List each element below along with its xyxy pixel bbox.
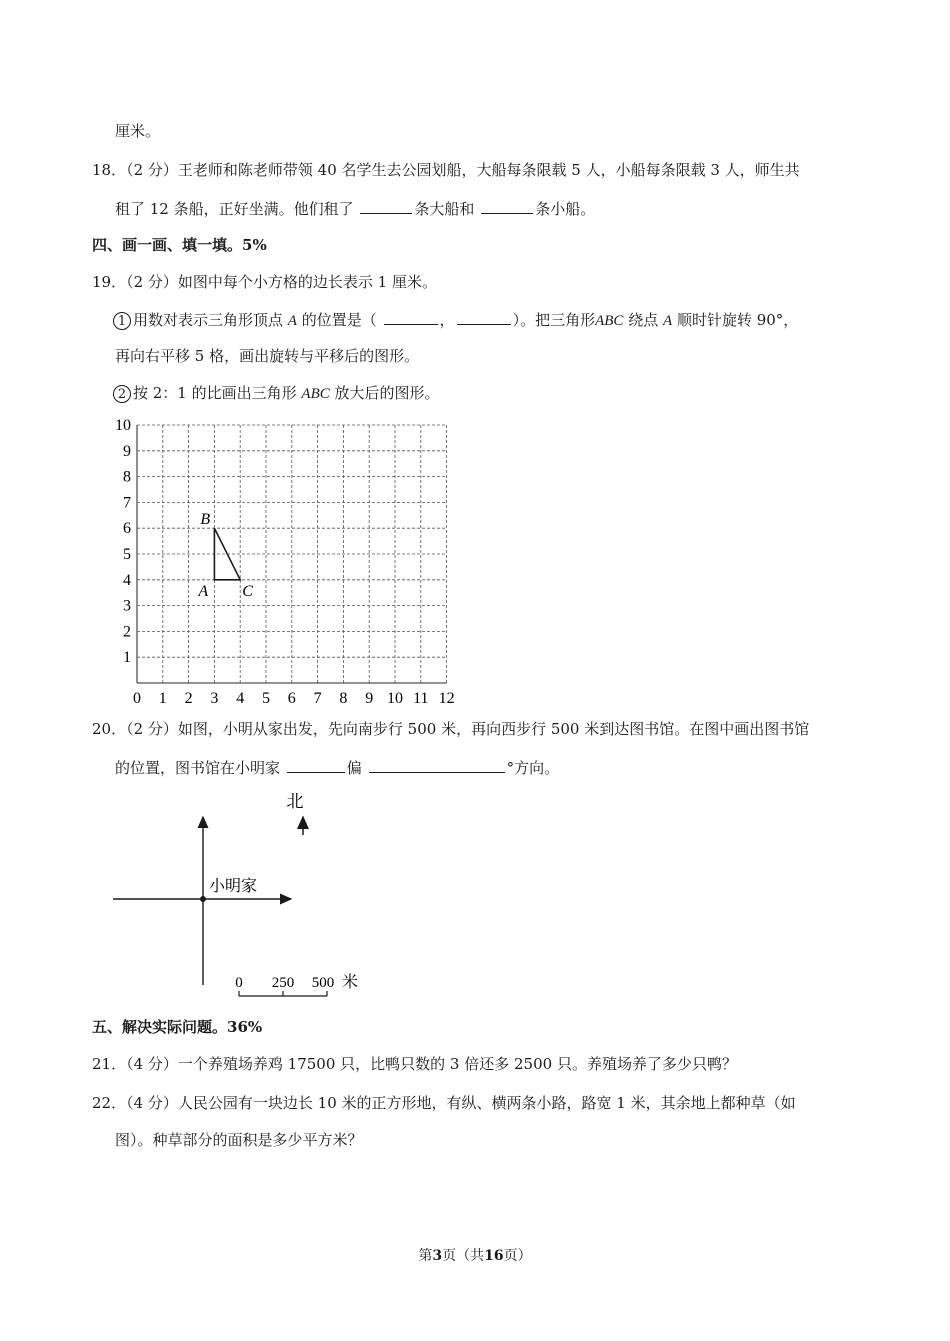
q18-text-c: 条小船。	[535, 200, 596, 218]
x-tick-label: 1	[158, 690, 167, 707]
y-tick-label: 2	[123, 623, 131, 641]
q19-p1-text-d: 绕点	[628, 311, 659, 329]
x-tick-label: 9	[365, 690, 374, 707]
q18-line2	[115, 198, 595, 219]
scale-label-0: 0	[235, 975, 243, 991]
y-tick-label: 10	[115, 417, 131, 434]
q18-line1: 18．（2 分）王老师和陈老师带领 40 名学生去公园划船，大船每条限载 5 人，小船每条限载 3 人，师生共	[92, 161, 800, 179]
footer-text-b: 页（共	[442, 1248, 485, 1264]
q20-blank-angle[interactable]	[369, 757, 505, 773]
q18-text-a: 租了 12 条船，正好坐满。他们租了	[115, 200, 354, 218]
q19-p1-text-c: ）。把三角形	[512, 311, 596, 329]
q20-line2	[115, 757, 559, 778]
x-tick-label: 10	[387, 690, 403, 707]
q19-p1-text-b: 的位置是（	[301, 311, 377, 329]
q19-part1-line2: 再向右平移 5 格，画出旋转与平移后的图形。	[115, 347, 420, 365]
scale-unit: 米	[341, 974, 359, 991]
q18-blank-big-boats[interactable]	[360, 198, 412, 214]
x-tick-label: 6	[287, 690, 296, 707]
x-tick-label: 11	[413, 690, 429, 707]
q20-line1: 20．（2 分）如图，小明从家出发，先向南步行 500 米，再向西步行 500 米到达图书馆。在图中画出图书馆	[92, 720, 810, 738]
q19-part1	[113, 309, 798, 331]
circled-number-2: 2	[113, 385, 131, 403]
x-tick-label: 0	[133, 690, 141, 707]
q19-p1-var-abc: ABC	[595, 313, 624, 329]
q20-text-c: °方向。	[506, 759, 560, 777]
section-5-heading: 五、解决实际问题。36%	[92, 1018, 263, 1036]
x-tick-label: 12	[438, 690, 455, 707]
direction-map	[105, 785, 375, 1000]
q19-p1-var-a2: A	[663, 313, 673, 329]
q19-p1-text-a: 用数对表示三角形顶点	[133, 311, 284, 329]
y-tick-label: 7	[123, 494, 131, 512]
y-tick-label: 1	[123, 649, 131, 667]
q19-p2-text-a: 按 2：1 的比画出三角形	[133, 384, 297, 402]
footer-page-number: 3	[432, 1248, 443, 1264]
x-tick-label: 7	[313, 690, 322, 707]
q17-continuation: 厘米。	[115, 122, 161, 140]
footer-total-pages: 16	[484, 1248, 504, 1264]
q19-p2-text-b: 放大后的图形。	[334, 384, 440, 402]
page-footer	[0, 1246, 950, 1266]
vertex-label-a: A	[198, 582, 209, 600]
y-tick-label: 6	[123, 520, 131, 538]
q19-blank-y[interactable]	[457, 309, 511, 325]
home-point	[200, 896, 206, 902]
scale-label-250: 250	[271, 975, 295, 991]
x-tick-label: 5	[262, 690, 270, 707]
y-tick-label: 3	[123, 597, 131, 615]
x-tick-label: 2	[184, 690, 193, 707]
q19-p1-comma: ，	[439, 311, 455, 329]
vertex-label-c: C	[242, 582, 253, 600]
section-4-heading: 四、画一画、填一填。5%	[92, 236, 267, 254]
vertex-label-b: B	[200, 511, 211, 529]
q19-part2	[113, 383, 440, 404]
q21: 21．（4 分）一个养殖场养鸡 17500 只，比鸭只数的 3 倍还多 2500 只。养殖场养了多少只鸭？	[92, 1055, 737, 1073]
x-tick-label: 3	[210, 690, 219, 707]
footer-text-a: 第	[418, 1248, 433, 1264]
q18-text-b: 条大船和	[414, 200, 475, 218]
footer-text-c: 页）	[503, 1248, 532, 1264]
y-tick-label: 8	[123, 468, 131, 486]
q19-blank-x[interactable]	[384, 309, 438, 325]
north-label: 北	[286, 792, 304, 811]
q20-text-a: 的位置，图书馆在小明家	[115, 759, 281, 777]
x-tick-label: 8	[339, 690, 348, 707]
x-tick-label: 4	[236, 690, 245, 707]
coordinate-grid	[105, 415, 465, 710]
q19-line1: 19．（2 分）如图中每个小方格的边长表示 1 厘米。	[92, 273, 437, 291]
scale-label-500: 500	[311, 975, 335, 991]
q18-blank-small-boats[interactable]	[481, 198, 533, 214]
q22-line1: 22．（4 分）人民公园有一块边长 10 米的正方形地，有纵、横两条小路，路宽 1 米，其余地上都种草（如	[92, 1094, 796, 1112]
grid-tick-labels	[115, 417, 455, 707]
home-label: 小明家	[209, 878, 258, 895]
q22-line2: 图）。种草部分的面积是多少平方米？	[115, 1131, 363, 1149]
q19-p2-var-abc: ABC	[301, 386, 330, 402]
q20-blank-direction[interactable]	[287, 757, 345, 773]
grid-lines	[137, 425, 447, 683]
q20-text-b: 偏	[346, 759, 362, 777]
q19-p1-var-a: A	[287, 313, 297, 329]
q19-p1-text-e: 顺时针旋转 90°，	[676, 311, 799, 329]
circled-number-1: 1	[113, 312, 131, 330]
y-tick-label: 9	[123, 442, 131, 460]
y-tick-label: 4	[123, 571, 131, 589]
y-tick-label: 5	[123, 546, 131, 563]
